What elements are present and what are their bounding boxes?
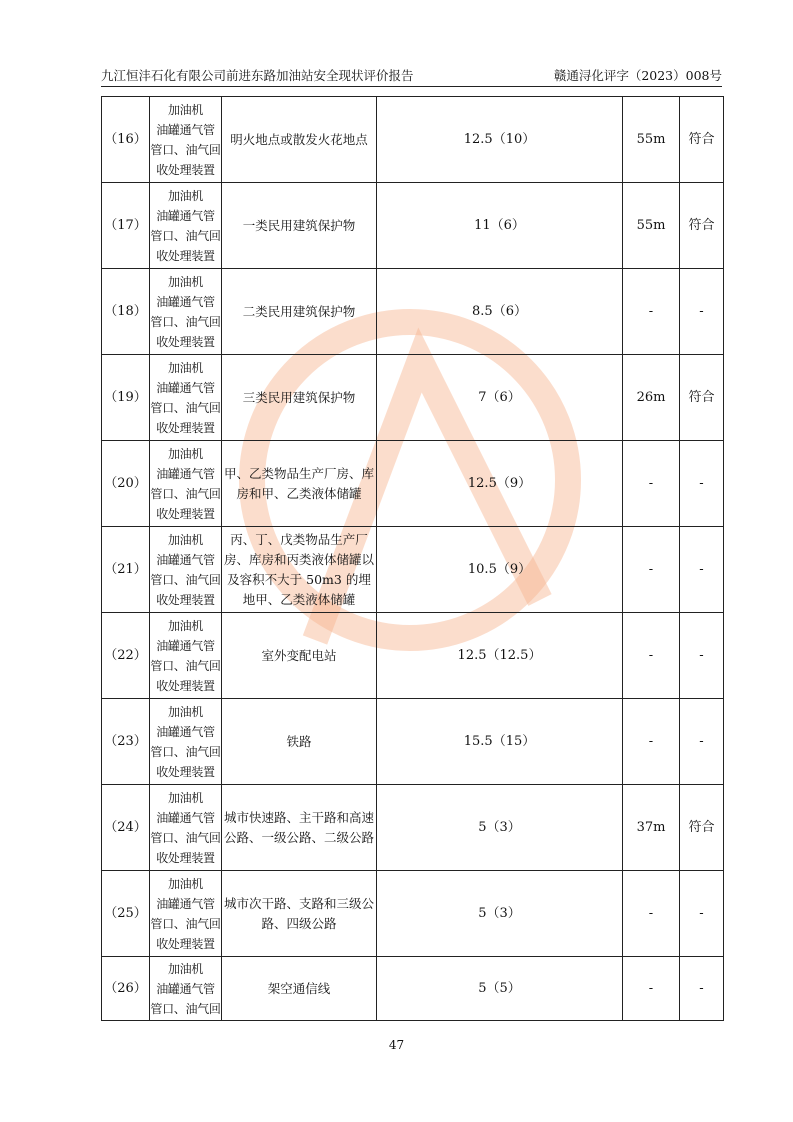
facility-line: 收处理装置: [156, 506, 215, 521]
facility-cell: [150, 699, 222, 785]
facility-cell: [150, 871, 222, 957]
facility-line: 收处理装置: [156, 764, 215, 779]
result-cell: -: [680, 441, 724, 527]
actual-distance-cell: -: [623, 957, 680, 1021]
row-number: （26）: [102, 957, 150, 1021]
row-number: （21）: [102, 527, 150, 613]
facility-line: 油罐通气管: [156, 810, 215, 825]
facility-line: 管口、油气回: [150, 314, 221, 329]
standard-distance-cell: 8.5（6）: [377, 269, 623, 355]
target-cell: 室外变配电站: [222, 613, 377, 699]
standard-distance-cell: 5（5）: [377, 957, 623, 1021]
facility-line: 收处理装置: [156, 678, 215, 693]
facility-cell: [150, 269, 222, 355]
standard-distance-cell: 10.5（9）: [377, 527, 623, 613]
report-number: 赣通浔化评字（2023）008号: [553, 68, 722, 83]
standard-distance-cell: 11（6）: [377, 183, 623, 269]
facility-line: 油罐通气管: [156, 552, 215, 567]
facility-line: 油罐通气管: [156, 122, 215, 137]
row-number: （19）: [102, 355, 150, 441]
target-cell: 丙、丁、戊类物品生产厂房、库房和丙类液体储罐以及容积不大于 50m3 的埋地甲、乙类液体储罐: [222, 527, 377, 613]
facility-cell: [150, 97, 222, 183]
facility-line: 管口、油气回: [150, 1001, 221, 1016]
facility-cell: [150, 183, 222, 269]
facility-line: 油罐通气管: [156, 638, 215, 653]
table-row: [102, 97, 724, 183]
result-cell: -: [680, 871, 724, 957]
facility-line: 收处理装置: [156, 162, 215, 177]
report-title: 九江恒沣石化有限公司前进东路加油站安全现状评价报告: [101, 68, 414, 83]
facility-line: 加油机: [167, 532, 204, 547]
facility-line: 管口、油气回: [150, 658, 221, 673]
facility-line: 收处理装置: [156, 850, 215, 865]
target-cell: 城市快速路、主干路和高速公路、一级公路、二级公路: [222, 785, 377, 871]
table-row: [102, 871, 724, 957]
facility-line: 加油机: [167, 790, 204, 805]
standard-distance-cell: 7（6）: [377, 355, 623, 441]
target-cell: 明火地点或散发火花地点: [222, 97, 377, 183]
actual-distance-cell: -: [623, 441, 680, 527]
facility-cell: [150, 613, 222, 699]
facility-cell: [150, 355, 222, 441]
facility-line: 油罐通气管: [156, 380, 215, 395]
facility-line: 油罐通气管: [156, 208, 215, 223]
facility-line: 油罐通气管: [156, 466, 215, 481]
page-header: [101, 66, 722, 87]
facility-line: 油罐通气管: [156, 294, 215, 309]
facility-line: 加油机: [167, 618, 204, 633]
facility-line: 管口、油气回: [150, 572, 221, 587]
facility-line: 收处理装置: [156, 334, 215, 349]
standard-distance-cell: 12.5（12.5）: [377, 613, 623, 699]
table-row: [102, 785, 724, 871]
standard-distance-cell: 12.5（9）: [377, 441, 623, 527]
facility-line: 加油机: [167, 188, 204, 203]
actual-distance-cell: -: [623, 613, 680, 699]
row-number: （17）: [102, 183, 150, 269]
actual-distance-cell: 37m: [623, 785, 680, 871]
table-row: [102, 269, 724, 355]
facility-line: 管口、油气回: [150, 830, 221, 845]
standard-distance-cell: 5（3）: [377, 785, 623, 871]
facility-line: 管口、油气回: [150, 142, 221, 157]
row-number: （20）: [102, 441, 150, 527]
table-row: [102, 355, 724, 441]
facility-line: 管口、油气回: [150, 486, 221, 501]
row-number: （22）: [102, 613, 150, 699]
table-row: [102, 613, 724, 699]
table-row: [102, 441, 724, 527]
actual-distance-cell: -: [623, 699, 680, 785]
result-cell: -: [680, 957, 724, 1021]
facility-line: 收处理装置: [156, 592, 215, 607]
standard-distance-cell: 15.5（15）: [377, 699, 623, 785]
distance-check-table: [101, 96, 724, 1021]
facility-line: 加油机: [167, 961, 204, 976]
facility-line: 管口、油气回: [150, 744, 221, 759]
facility-line: 加油机: [167, 360, 204, 375]
actual-distance-cell: -: [623, 269, 680, 355]
actual-distance-cell: -: [623, 527, 680, 613]
standard-distance-cell: 5（3）: [377, 871, 623, 957]
table-row: [102, 699, 724, 785]
table-row: [102, 527, 724, 613]
result-cell: -: [680, 269, 724, 355]
result-cell: -: [680, 527, 724, 613]
target-cell: 二类民用建筑保护物: [222, 269, 377, 355]
actual-distance-cell: 55m: [623, 183, 680, 269]
result-cell: 符合: [680, 355, 724, 441]
row-number: （16）: [102, 97, 150, 183]
target-cell: 甲、乙类物品生产厂房、库房和甲、乙类液体储罐: [222, 441, 377, 527]
facility-line: 管口、油气回: [150, 228, 221, 243]
target-cell: 三类民用建筑保护物: [222, 355, 377, 441]
facility-cell: [150, 527, 222, 613]
facility-line: 管口、油气回: [150, 916, 221, 931]
table-row: [102, 957, 724, 1021]
actual-distance-cell: 26m: [623, 355, 680, 441]
result-cell: 符合: [680, 183, 724, 269]
actual-distance-cell: 55m: [623, 97, 680, 183]
result-cell: 符合: [680, 97, 724, 183]
facility-line: 油罐通气管: [156, 724, 215, 739]
page-number: 47: [388, 1038, 405, 1052]
actual-distance-cell: -: [623, 871, 680, 957]
facility-line: 油罐通气管: [156, 896, 215, 911]
row-number: （23）: [102, 699, 150, 785]
row-number: （24）: [102, 785, 150, 871]
facility-line: 管口、油气回: [150, 400, 221, 415]
facility-line: 加油机: [167, 876, 204, 891]
facility-cell: [150, 441, 222, 527]
row-number: （18）: [102, 269, 150, 355]
table-row: [102, 183, 724, 269]
facility-line: 加油机: [167, 274, 204, 289]
result-cell: -: [680, 613, 724, 699]
facility-line: 收处理装置: [156, 420, 215, 435]
target-cell: 一类民用建筑保护物: [222, 183, 377, 269]
standard-distance-cell: 12.5（10）: [377, 97, 623, 183]
facility-line: 加油机: [167, 102, 204, 117]
target-cell: 架空通信线: [222, 957, 377, 1021]
facility-cell: [150, 957, 222, 1021]
facility-line: 收处理装置: [156, 248, 215, 263]
facility-cell: [150, 785, 222, 871]
facility-line: 加油机: [167, 704, 204, 719]
result-cell: -: [680, 699, 724, 785]
facility-line: 油罐通气管: [156, 981, 215, 996]
target-cell: 城市次干路、支路和三级公路、四级公路: [222, 871, 377, 957]
row-number: （25）: [102, 871, 150, 957]
facility-line: 加油机: [167, 446, 204, 461]
result-cell: 符合: [680, 785, 724, 871]
target-cell: 铁路: [222, 699, 377, 785]
facility-line: 收处理装置: [156, 936, 215, 951]
